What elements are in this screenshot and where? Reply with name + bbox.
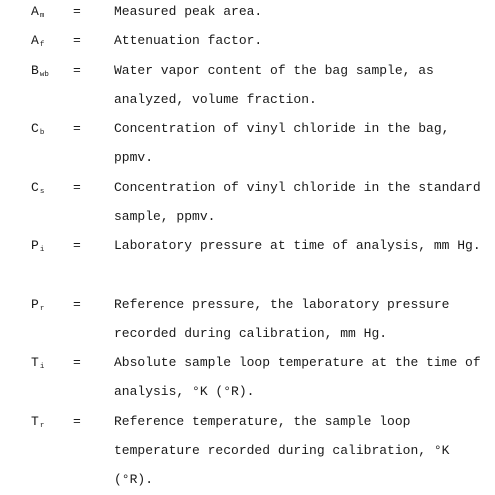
symbol-subscript: b <box>39 129 45 137</box>
symbol-letter: C <box>31 121 39 136</box>
symbol-subscript: wb <box>39 71 49 79</box>
definition-text: Attenuation factor. <box>114 33 263 48</box>
symbol-subscript: f <box>39 41 45 49</box>
symbol-letter: P <box>31 238 39 253</box>
symbol <box>31 407 44 441</box>
symbol <box>31 231 44 265</box>
symbol <box>31 56 49 90</box>
symbol-subscript: i <box>39 246 45 254</box>
equals-sign: = <box>73 33 81 48</box>
definition-text: Absolute sample loop temperature at the time of analysis, °K (°R). <box>114 355 481 400</box>
symbol <box>31 114 44 148</box>
symbol-letter: B <box>31 63 39 78</box>
symbol <box>31 348 44 382</box>
equals-sign: = <box>73 414 81 429</box>
symbol-subscript: m <box>39 12 45 20</box>
equals-sign: = <box>73 355 81 370</box>
equals-sign: = <box>73 121 81 136</box>
symbol-letter: A <box>31 4 39 19</box>
equals-sign: = <box>73 63 81 78</box>
symbol-letter: C <box>31 180 39 195</box>
definition-text: Water vapor content of the bag sample, as analyzed, volume fraction. <box>114 63 434 108</box>
symbol-subscript: i <box>39 363 45 371</box>
definition-text: Concentration of vinyl chloride in the bag, ppmv. <box>114 121 450 166</box>
symbol-letter: T <box>31 414 39 429</box>
symbol-letter: A <box>31 33 39 48</box>
equals-sign: = <box>73 4 81 19</box>
equals-sign: = <box>73 297 81 312</box>
symbol-subscript: r <box>39 422 45 430</box>
symbol-subscript: s <box>39 188 45 196</box>
equals-sign: = <box>73 180 81 195</box>
definition-text: Measured peak area. <box>114 4 263 19</box>
equals-sign: = <box>73 238 81 253</box>
symbol-letter: P <box>31 297 39 312</box>
definition-text: Reference pressure, the laboratory pressure recorded during calibration, mm Hg. <box>114 297 450 342</box>
definition-text: Reference temperature, the sample loop temperature recorded during calibration, °K (°R). <box>114 414 450 488</box>
symbol-letter: T <box>31 355 39 370</box>
definition-text: Laboratory pressure at time of analysis, mm Hg. <box>114 238 481 253</box>
symbol <box>31 173 44 207</box>
symbol <box>31 26 44 60</box>
symbol-subscript: r <box>39 305 45 313</box>
symbol <box>31 290 44 324</box>
definition-text: Concentration of vinyl chloride in the standard sample, ppmv. <box>114 180 481 225</box>
